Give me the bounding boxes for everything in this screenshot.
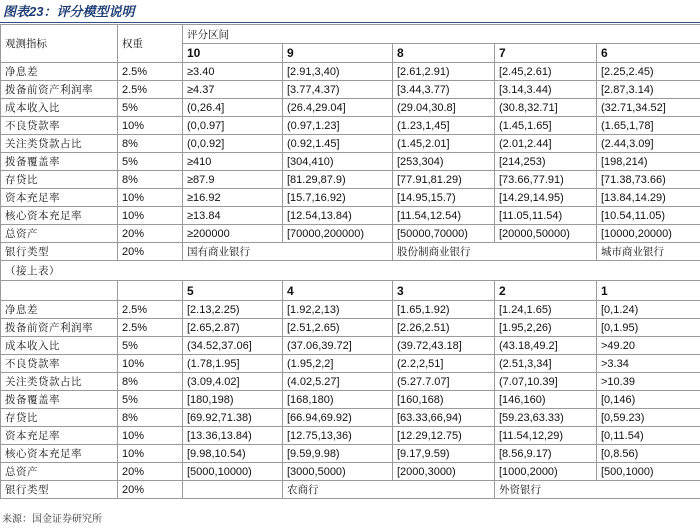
score-range-cell: (1.95,2,2] (283, 355, 393, 373)
score-range-cell: (7.07,10.39] (495, 373, 597, 391)
score-range-cell: (2.51,3,34] (495, 355, 597, 373)
score-range-cell: [2.61,2.91) (393, 63, 495, 81)
score-range-cell: [9.59,9.98) (283, 445, 393, 463)
score-range-cell: [69.92,71.38) (183, 409, 283, 427)
bank-type-row (1, 243, 700, 261)
indicator-weight: 5% (118, 391, 183, 409)
table-row (1, 373, 700, 391)
continued-label: （接上表） (1, 261, 700, 281)
header-row (1, 25, 700, 44)
bank-type-cell: 股份制商业银行 (393, 243, 597, 261)
score-range-cell: [12.75,13,36) (283, 427, 393, 445)
indicator-name: 成本收入比 (1, 337, 118, 355)
bank-type-cell: 农商行 (283, 481, 495, 499)
indicator-weight: 5% (118, 337, 183, 355)
score-range-cell: [146,160) (495, 391, 597, 409)
score-range-cell: [59.23,63.33) (495, 409, 597, 427)
indicator-name: 成本收入比 (1, 99, 118, 117)
score-range-cell: (1.78,1.95] (183, 355, 283, 373)
score-range-cell: (0,0.92] (183, 135, 283, 153)
indicator-weight: 2.5% (118, 319, 183, 337)
score-range-cell: [8.56,9.17) (495, 445, 597, 463)
indicator-weight: 20% (118, 225, 183, 243)
source-note: 来源：国金证券研究所 (2, 514, 102, 525)
score-range-cell: [77.91,81.29) (393, 171, 495, 189)
indicator-name: 不良贷款率 (1, 355, 118, 373)
score-range-cell: [2.25,2.45) (597, 63, 700, 81)
score-range-cell: [10.54,11.05) (597, 207, 700, 225)
score-range-cell: [0,11.54) (597, 427, 700, 445)
score-range-cell: [63.33,66,94) (393, 409, 495, 427)
score-range-cell: ≥200000 (183, 225, 283, 243)
score-range-cell: [3000,5000) (283, 463, 393, 481)
score-header: 2 (495, 281, 597, 301)
table-row (1, 391, 700, 409)
scoring-table-body (1, 25, 700, 499)
score-range-cell: ≥4.37 (183, 81, 283, 99)
empty-cell (1, 281, 118, 301)
scoring-table (0, 24, 700, 499)
table-row (1, 355, 700, 373)
score-range-cell: [1.95,2,26) (495, 319, 597, 337)
score-header: 10 (183, 44, 283, 63)
score-range-cell: [1.65,1.92) (393, 301, 495, 319)
score-range-cell: [71.38,73.66) (597, 171, 700, 189)
score-range-cell: [253,304) (393, 153, 495, 171)
indicator-weight: 5% (118, 99, 183, 117)
score-range-cell: [180,198) (183, 391, 283, 409)
score-range-cell: [2.45,2.61) (495, 63, 597, 81)
indicator-weight: 10% (118, 117, 183, 135)
score-range-cell: ≥87.9 (183, 171, 283, 189)
table-row (1, 99, 700, 117)
indicator-name: 资本充足率 (1, 427, 118, 445)
indicator-name: 拨备覆盖率 (1, 153, 118, 171)
score-range-cell: [50000,70000) (393, 225, 495, 243)
score-range-cell: [2000,3000) (393, 463, 495, 481)
score-range-cell: [2.26,2.51) (393, 319, 495, 337)
score-range-cell: (0.97,1.23] (283, 117, 393, 135)
score-range-cell: (4.02,5.27] (283, 373, 393, 391)
score-range-cell: [5000,10000) (183, 463, 283, 481)
score-range-cell: (1.45,2.01] (393, 135, 495, 153)
indicator-weight: 8% (118, 373, 183, 391)
bank-type-row (1, 481, 700, 499)
table-row (1, 171, 700, 189)
table-row (1, 63, 700, 81)
score-header: 8 (393, 44, 495, 63)
indicator-name: 不良贷款率 (1, 117, 118, 135)
continued-row (1, 261, 700, 281)
table-row (1, 319, 700, 337)
indicator-name: 核心资本充足率 (1, 207, 118, 225)
table-row (1, 135, 700, 153)
score-range-cell: [14.95,15.7) (393, 189, 495, 207)
score-range-cell: [198,214) (597, 153, 700, 171)
indicator-name: 银行类型 (1, 243, 118, 261)
score-range-cell: [500,1000) (597, 463, 700, 481)
score-header: 1 (597, 281, 700, 301)
score-header: 9 (283, 44, 393, 63)
indicator-name: 拨备覆盖率 (1, 391, 118, 409)
title-divider (0, 22, 700, 23)
indicator-header: 观测指标 (1, 25, 118, 63)
score-range-cell: (32.71,34.52] (597, 99, 700, 117)
indicator-name: 资本充足率 (1, 189, 118, 207)
score-range-cell: [1000,2000) (495, 463, 597, 481)
table-row (1, 337, 700, 355)
indicator-weight: 10% (118, 189, 183, 207)
score-range-cell: [0,1.95) (597, 319, 700, 337)
indicator-weight: 2.5% (118, 63, 183, 81)
score-range-cell: ≥13.84 (183, 207, 283, 225)
score-range-cell: [1.24,1.65) (495, 301, 597, 319)
score-range-cell: (37.06,39.72] (283, 337, 393, 355)
bank-type-cell: 城市商业银行 (597, 243, 700, 261)
score-range-cell: [168,180) (283, 391, 393, 409)
score-range-cell: [66.94,69.92) (283, 409, 393, 427)
table-row (1, 301, 700, 319)
score-range-cell: [0,59.23) (597, 409, 700, 427)
indicator-name: 总资产 (1, 463, 118, 481)
score-range-cell: (26.4,29.04] (283, 99, 393, 117)
score-range-cell: (30.8,32.71] (495, 99, 597, 117)
table-row (1, 445, 700, 463)
indicator-weight: 20% (118, 481, 183, 499)
score-range-cell: (2.44,3.09] (597, 135, 700, 153)
indicator-name: 存贷比 (1, 409, 118, 427)
score-range-cell: [2.65,2.87) (183, 319, 283, 337)
score-range-cell: [0,146) (597, 391, 700, 409)
empty-cell (183, 481, 283, 499)
figure-title: 图表23：评分模型说明 (3, 4, 135, 19)
score-range-cell: [81.29,87.9) (283, 171, 393, 189)
score-range-cell: [11.54,12.54) (393, 207, 495, 225)
score-range-cell: [0,8.56) (597, 445, 700, 463)
indicator-weight: 10% (118, 445, 183, 463)
score-range-cell: [3.44,3.77) (393, 81, 495, 99)
table-row (1, 153, 700, 171)
score-range-cell: ≥16.92 (183, 189, 283, 207)
indicator-name: 核心资本充足率 (1, 445, 118, 463)
score-range-header: 评分区间 (183, 25, 700, 44)
score-range-cell: [70000,200000) (283, 225, 393, 243)
indicator-name: 关注类贷款占比 (1, 373, 118, 391)
score-header-row (1, 281, 700, 301)
score-range-cell: [2.13,2.25) (183, 301, 283, 319)
table-row (1, 225, 700, 243)
indicator-name: 拨备前资产利润率 (1, 81, 118, 99)
score-range-cell: ≥3.40 (183, 63, 283, 81)
score-header: 4 (283, 281, 393, 301)
table-row (1, 207, 700, 225)
score-range-cell: [10000,20000) (597, 225, 700, 243)
score-range-cell: [11.54,12,29) (495, 427, 597, 445)
score-range-cell: >10.39 (597, 373, 700, 391)
score-range-cell: [304,410) (283, 153, 393, 171)
indicator-weight: 8% (118, 409, 183, 427)
score-range-cell: (0.92,1.45] (283, 135, 393, 153)
score-range-cell: (1.23,1,45] (393, 117, 495, 135)
score-range-cell: (3.09,4.02] (183, 373, 283, 391)
score-range-cell: [73.66,77.91) (495, 171, 597, 189)
score-range-cell: ≥410 (183, 153, 283, 171)
table-row (1, 409, 700, 427)
indicator-weight: 20% (118, 243, 183, 261)
score-range-cell: [12.29,12.75) (393, 427, 495, 445)
score-range-cell: (0,26.4] (183, 99, 283, 117)
score-range-cell: [214,253) (495, 153, 597, 171)
score-range-cell: [13.84,14.29) (597, 189, 700, 207)
score-range-cell: (1.65,1,78] (597, 117, 700, 135)
score-header: 5 (183, 281, 283, 301)
indicator-weight: 10% (118, 207, 183, 225)
score-range-cell: [13.36,13.84) (183, 427, 283, 445)
indicator-name: 总资产 (1, 225, 118, 243)
score-range-cell: [0,1.24) (597, 301, 700, 319)
score-range-cell: [15.7,16.92) (283, 189, 393, 207)
table-row (1, 189, 700, 207)
weight-header: 权重 (118, 25, 183, 63)
indicator-name: 拨备前资产利润率 (1, 319, 118, 337)
score-range-cell: [1.92,2,13) (283, 301, 393, 319)
table-row (1, 117, 700, 135)
indicator-weight: 2.5% (118, 81, 183, 99)
score-range-cell: [9.98,10.54) (183, 445, 283, 463)
score-range-cell: (29.04,30.8] (393, 99, 495, 117)
empty-cell (118, 281, 183, 301)
indicator-name: 存贷比 (1, 171, 118, 189)
table-row (1, 463, 700, 481)
score-range-cell: [160,168) (393, 391, 495, 409)
indicator-name: 净息差 (1, 63, 118, 81)
indicator-name: 净息差 (1, 301, 118, 319)
indicator-weight: 10% (118, 355, 183, 373)
score-range-cell: [2.51,2.65) (283, 319, 393, 337)
indicator-name: 银行类型 (1, 481, 118, 499)
score-range-cell: >3.34 (597, 355, 700, 373)
indicator-weight: 2.5% (118, 301, 183, 319)
score-range-cell: [20000,50000) (495, 225, 597, 243)
score-header: 7 (495, 44, 597, 63)
indicator-weight: 8% (118, 171, 183, 189)
score-range-cell: [12.54,13.84) (283, 207, 393, 225)
score-range-cell: (0,0.97] (183, 117, 283, 135)
table-row (1, 427, 700, 445)
indicator-weight: 8% (118, 135, 183, 153)
score-range-cell: (1.45,1.65] (495, 117, 597, 135)
score-range-cell: (2.2,2,51] (393, 355, 495, 373)
score-range-cell: (5.27.7.07] (393, 373, 495, 391)
score-range-cell: [2.91,3,40) (283, 63, 393, 81)
score-range-cell: (2.01,2.44] (495, 135, 597, 153)
score-range-cell: [3.77,4.37) (283, 81, 393, 99)
score-range-cell: (39.72,43.18] (393, 337, 495, 355)
indicator-weight: 20% (118, 463, 183, 481)
score-range-cell: [9.17,9.59) (393, 445, 495, 463)
score-range-cell: >49.20 (597, 337, 700, 355)
score-range-cell: [2.87,3.14) (597, 81, 700, 99)
table-row (1, 81, 700, 99)
score-header: 3 (393, 281, 495, 301)
bank-type-cell: 国有商业银行 (183, 243, 393, 261)
score-range-cell: (43.18,49.2] (495, 337, 597, 355)
score-range-cell: [14.29,14.95) (495, 189, 597, 207)
score-range-cell: [3.14,3.44) (495, 81, 597, 99)
bank-type-cell: 外资银行 (495, 481, 700, 499)
score-header: 6 (597, 44, 700, 63)
indicator-weight: 10% (118, 427, 183, 445)
indicator-weight: 5% (118, 153, 183, 171)
score-range-cell: (34.52,37.06] (183, 337, 283, 355)
score-range-cell: [11.05,11.54) (495, 207, 597, 225)
indicator-name: 关注类贷款占比 (1, 135, 118, 153)
